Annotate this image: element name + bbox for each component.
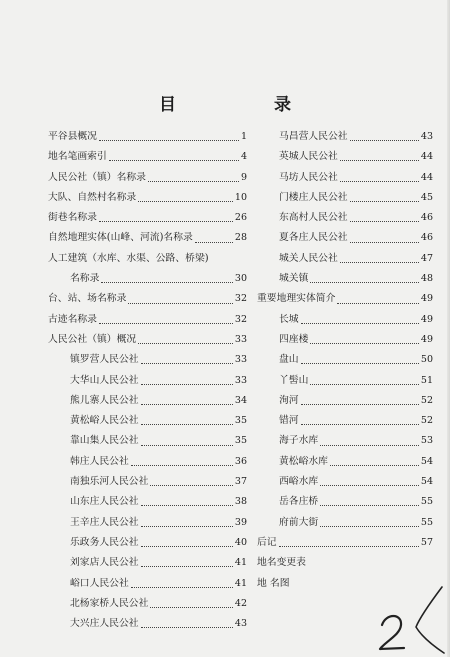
toc-entry[interactable]: [48, 269, 247, 289]
toc-entry-title: 人民公社（镇）概况: [48, 333, 137, 345]
toc-entry-page: 55: [420, 516, 433, 528]
toc-entry[interactable]: [48, 614, 247, 634]
toc-entry-page: 37: [234, 476, 247, 488]
toc-entry-page: 41: [234, 557, 247, 569]
toc-entry-title: 马坊人民公社: [279, 171, 338, 183]
toc-entry-page: 4: [240, 151, 247, 163]
toc-entry-page: 43: [420, 131, 433, 142]
dot-leader: [340, 180, 419, 182]
toc-entry-page: 48: [420, 273, 433, 285]
toc-entry[interactable]: [48, 452, 247, 472]
toc-entry-page: 39: [234, 516, 247, 528]
dot-leader: [350, 200, 419, 202]
toc-entry[interactable]: [48, 249, 247, 269]
dot-leader: [141, 383, 233, 385]
toc-entry-title: 街巷名称录: [48, 212, 97, 224]
dot-leader: [131, 464, 233, 466]
toc-entry[interactable]: [257, 208, 433, 228]
dot-leader: [350, 139, 419, 141]
toc-right-column: [257, 127, 433, 594]
toc-entry-page: 35: [234, 435, 247, 447]
toc-entry-title: 岳各庄桥: [279, 496, 319, 508]
dot-leader: [150, 606, 233, 608]
dot-leader: [141, 525, 233, 527]
toc-entry-title: 错河: [279, 415, 299, 427]
toc-entry-title: 洵河: [279, 394, 299, 406]
toc-entry[interactable]: [257, 513, 433, 533]
toc-entry[interactable]: [257, 188, 433, 208]
toc-entry[interactable]: [48, 127, 247, 147]
toc-entry-title: 长城: [279, 313, 299, 325]
dot-leader: [141, 545, 233, 547]
toc-entry[interactable]: [48, 330, 247, 350]
toc-entry-title: 府前大街: [279, 516, 319, 528]
dot-leader: [340, 261, 419, 263]
toc-entry[interactable]: [257, 492, 433, 512]
toc-entry[interactable]: [48, 147, 247, 167]
dot-leader: [195, 241, 233, 243]
toc-entry-title: 大华山人民公社: [70, 374, 139, 386]
toc-entry-page: 43: [234, 618, 247, 630]
toc-entry-page: 28: [234, 232, 247, 244]
dot-leader: [141, 626, 233, 628]
toc-entry-title: 后记: [257, 536, 277, 548]
toc-entry-page: 10: [234, 191, 247, 203]
toc-entry-page: 34: [234, 394, 247, 406]
toc-entry[interactable]: [48, 472, 247, 492]
toc-entry-page: 52: [420, 394, 433, 406]
toc-entry-title: 黄松峪人民公社: [70, 415, 139, 427]
toc-entry-page: 33: [234, 333, 247, 345]
toc-entry-page: 46: [420, 232, 433, 244]
toc-entry-title: 王辛庄人民公社: [70, 516, 139, 528]
toc-entry[interactable]: [257, 371, 433, 391]
toc-entry[interactable]: [257, 533, 433, 553]
toc-entry-title: 地名变更表: [257, 557, 306, 569]
toc-entry-page: 38: [234, 496, 247, 508]
toc-entry-title: 夏各庄人民公社: [279, 232, 348, 244]
toc-entry[interactable]: [48, 371, 247, 391]
toc-entry[interactable]: [257, 249, 433, 269]
toc-entry-title: 城关人民公社: [279, 252, 338, 264]
toc-entry-title: 马昌营人民公社: [279, 131, 348, 142]
dot-leader: [301, 322, 419, 324]
toc-entry-title: 人民公社（镇）名称录: [48, 171, 146, 183]
dot-leader: [320, 504, 419, 506]
dot-leader: [301, 362, 419, 364]
toc-entry-title: 韩庄人民公社: [70, 455, 129, 467]
toc-entry-title: 盘山: [279, 354, 299, 366]
toc-entry-page: 53: [420, 435, 433, 447]
dot-leader: [320, 525, 419, 527]
toc-entry-page: 35: [234, 415, 247, 427]
dot-leader: [109, 159, 239, 161]
toc-entry[interactable]: [48, 208, 247, 228]
dot-leader: [310, 383, 419, 385]
dot-leader: [350, 220, 419, 222]
toc-entry[interactable]: [257, 127, 433, 147]
toc-entry-page: 51: [420, 374, 433, 386]
toc-entry-title: 山东庄人民公社: [70, 496, 139, 508]
toc-entry-title: 南独乐河人民公社: [70, 476, 149, 488]
toc-entry-title: 古迹名称录: [48, 313, 97, 325]
toc-entry-title: 镇罗营人民公社: [70, 354, 139, 366]
toc-entry[interactable]: [48, 310, 247, 330]
dot-leader: [310, 342, 419, 344]
toc-entry-page: 54: [420, 476, 433, 488]
toc-entry-title: 大队、自然村名称录: [48, 191, 137, 203]
toc-entry-page: 36: [234, 455, 247, 467]
toc-entry-page: 44: [420, 171, 433, 183]
toc-entry-title: 黄松峪水库: [279, 455, 328, 467]
dot-leader: [310, 281, 419, 283]
toc-entry-page: 50: [420, 354, 433, 366]
toc-entry[interactable]: [48, 431, 247, 451]
dot-leader: [99, 322, 233, 324]
dot-leader: [320, 484, 419, 486]
toc-entry[interactable]: [257, 147, 433, 167]
toc-entry-title: 名称录: [70, 273, 100, 285]
toc-entry-title: 人工建筑（水库、水渠、公路、桥梁): [48, 252, 209, 264]
toc-entry-title: 平谷县概况: [48, 131, 97, 142]
dot-leader: [148, 180, 239, 182]
dot-leader: [340, 159, 419, 161]
toc-entry[interactable]: [48, 492, 247, 512]
toc-entry-page: 30: [234, 273, 247, 285]
toc-entry-title: 台、站、场名称录: [48, 293, 127, 305]
toc-entry-page: 49: [420, 333, 433, 345]
toc-entry-title: 乐政务人民公社: [70, 536, 139, 548]
page-title: 目 录: [159, 95, 337, 115]
toc-entry-title: 西峪水库: [279, 476, 319, 488]
toc-entry-page: 40: [234, 536, 247, 548]
toc-entry[interactable]: [48, 513, 247, 533]
toc-entry-page: 49: [420, 313, 433, 325]
toc-entry-page: 57: [420, 536, 433, 548]
toc-entry-page: 54: [420, 455, 433, 467]
dot-leader: [101, 281, 233, 283]
toc-entry-title: 自然地理实体(山峰、河流)名称录: [48, 232, 193, 244]
toc-entry[interactable]: [257, 168, 433, 188]
toc-entry-page: 46: [420, 212, 433, 224]
toc-entry-title: 地名笔画索引: [48, 151, 107, 163]
toc-entry-page: 41: [234, 577, 247, 589]
handwritten-page-mark: [372, 585, 450, 657]
toc-entry-page: 47: [420, 252, 433, 264]
toc-entry[interactable]: [48, 411, 247, 431]
toc-entry[interactable]: [257, 350, 433, 370]
toc-entry[interactable]: [257, 431, 433, 451]
dot-leader: [141, 403, 233, 405]
toc-entry[interactable]: [257, 330, 433, 350]
dot-leader: [150, 484, 233, 486]
toc-entry-page: 52: [420, 415, 433, 427]
toc-entry-title: 北杨家桥人民公社: [70, 597, 149, 609]
toc-entry[interactable]: [257, 553, 433, 573]
toc-entry[interactable]: [257, 391, 433, 411]
toc-entry-page: 32: [234, 293, 247, 305]
dot-leader: [99, 220, 233, 222]
dot-leader: [138, 342, 233, 344]
toc-entry[interactable]: [257, 289, 433, 309]
toc-entry-title: 城关镇: [279, 273, 309, 285]
toc-entry[interactable]: [48, 533, 247, 553]
toc-entry-title: 重要地理实体简介: [257, 293, 336, 305]
toc-entry[interactable]: [48, 553, 247, 573]
toc-entry-title: 刘家店人民公社: [70, 557, 139, 569]
toc-entry-title: 四座楼: [279, 333, 309, 345]
toc-entry[interactable]: [48, 168, 247, 188]
toc-entry-page: 55: [420, 496, 433, 508]
toc-entry-page: 44: [420, 151, 433, 163]
dot-leader: [141, 504, 233, 506]
toc-entry[interactable]: [257, 472, 433, 492]
toc-entry[interactable]: [257, 310, 433, 330]
dot-leader: [320, 444, 419, 446]
toc-entry[interactable]: [48, 228, 247, 248]
toc-entry-page: 1: [240, 131, 247, 142]
toc-entry-title: 门楼庄人民公社: [279, 191, 348, 203]
toc-entry-title: 东高村人民公社: [279, 212, 348, 224]
dot-leader: [141, 444, 233, 446]
dot-leader: [138, 200, 233, 202]
toc-entry[interactable]: [48, 574, 247, 594]
toc-entry[interactable]: [257, 411, 433, 431]
toc-entry-page: 33: [234, 374, 247, 386]
toc-entry[interactable]: [48, 289, 247, 309]
toc-entry-page: 42: [234, 597, 247, 609]
dot-leader: [141, 565, 233, 567]
dot-leader: [131, 586, 233, 588]
toc-entry-page: 32: [234, 313, 247, 325]
dot-leader: [350, 241, 419, 243]
toc-entry[interactable]: [257, 228, 433, 248]
dot-leader: [279, 545, 419, 547]
toc-entry-title: 靠山集人民公社: [70, 435, 139, 447]
toc-entry-page: 49: [420, 293, 433, 305]
toc-entry[interactable]: [257, 452, 433, 472]
toc-entry-title: 地 名图: [257, 577, 290, 589]
toc-entry-title: 大兴庄人民公社: [70, 618, 139, 630]
dot-leader: [301, 423, 419, 425]
toc-left-column: [48, 127, 247, 634]
toc-entry-title: 英城人民公社: [279, 151, 338, 163]
toc-entry[interactable]: [257, 269, 433, 289]
toc-entry-title: 海子水库: [279, 435, 319, 447]
toc-entry[interactable]: [48, 391, 247, 411]
toc-entry-title: 峪口人民公社: [70, 577, 129, 589]
toc-entry[interactable]: [48, 188, 247, 208]
toc-entry-title: 熊儿寨人民公社: [70, 394, 139, 406]
toc-entry-page: 45: [420, 191, 433, 203]
toc-entry-page: 26: [234, 212, 247, 224]
dot-leader: [141, 423, 233, 425]
dot-leader: [128, 302, 233, 304]
toc-entry-page: 33: [234, 354, 247, 366]
toc-entry-page: 9: [240, 171, 247, 183]
dot-leader: [301, 403, 419, 405]
dot-leader: [99, 139, 239, 141]
toc-entry[interactable]: [48, 594, 247, 614]
dot-leader: [337, 302, 419, 304]
toc-entry-title: 丫髻山: [279, 374, 309, 386]
dot-leader: [141, 362, 233, 364]
dot-leader: [330, 464, 419, 466]
toc-entry[interactable]: [48, 350, 247, 370]
